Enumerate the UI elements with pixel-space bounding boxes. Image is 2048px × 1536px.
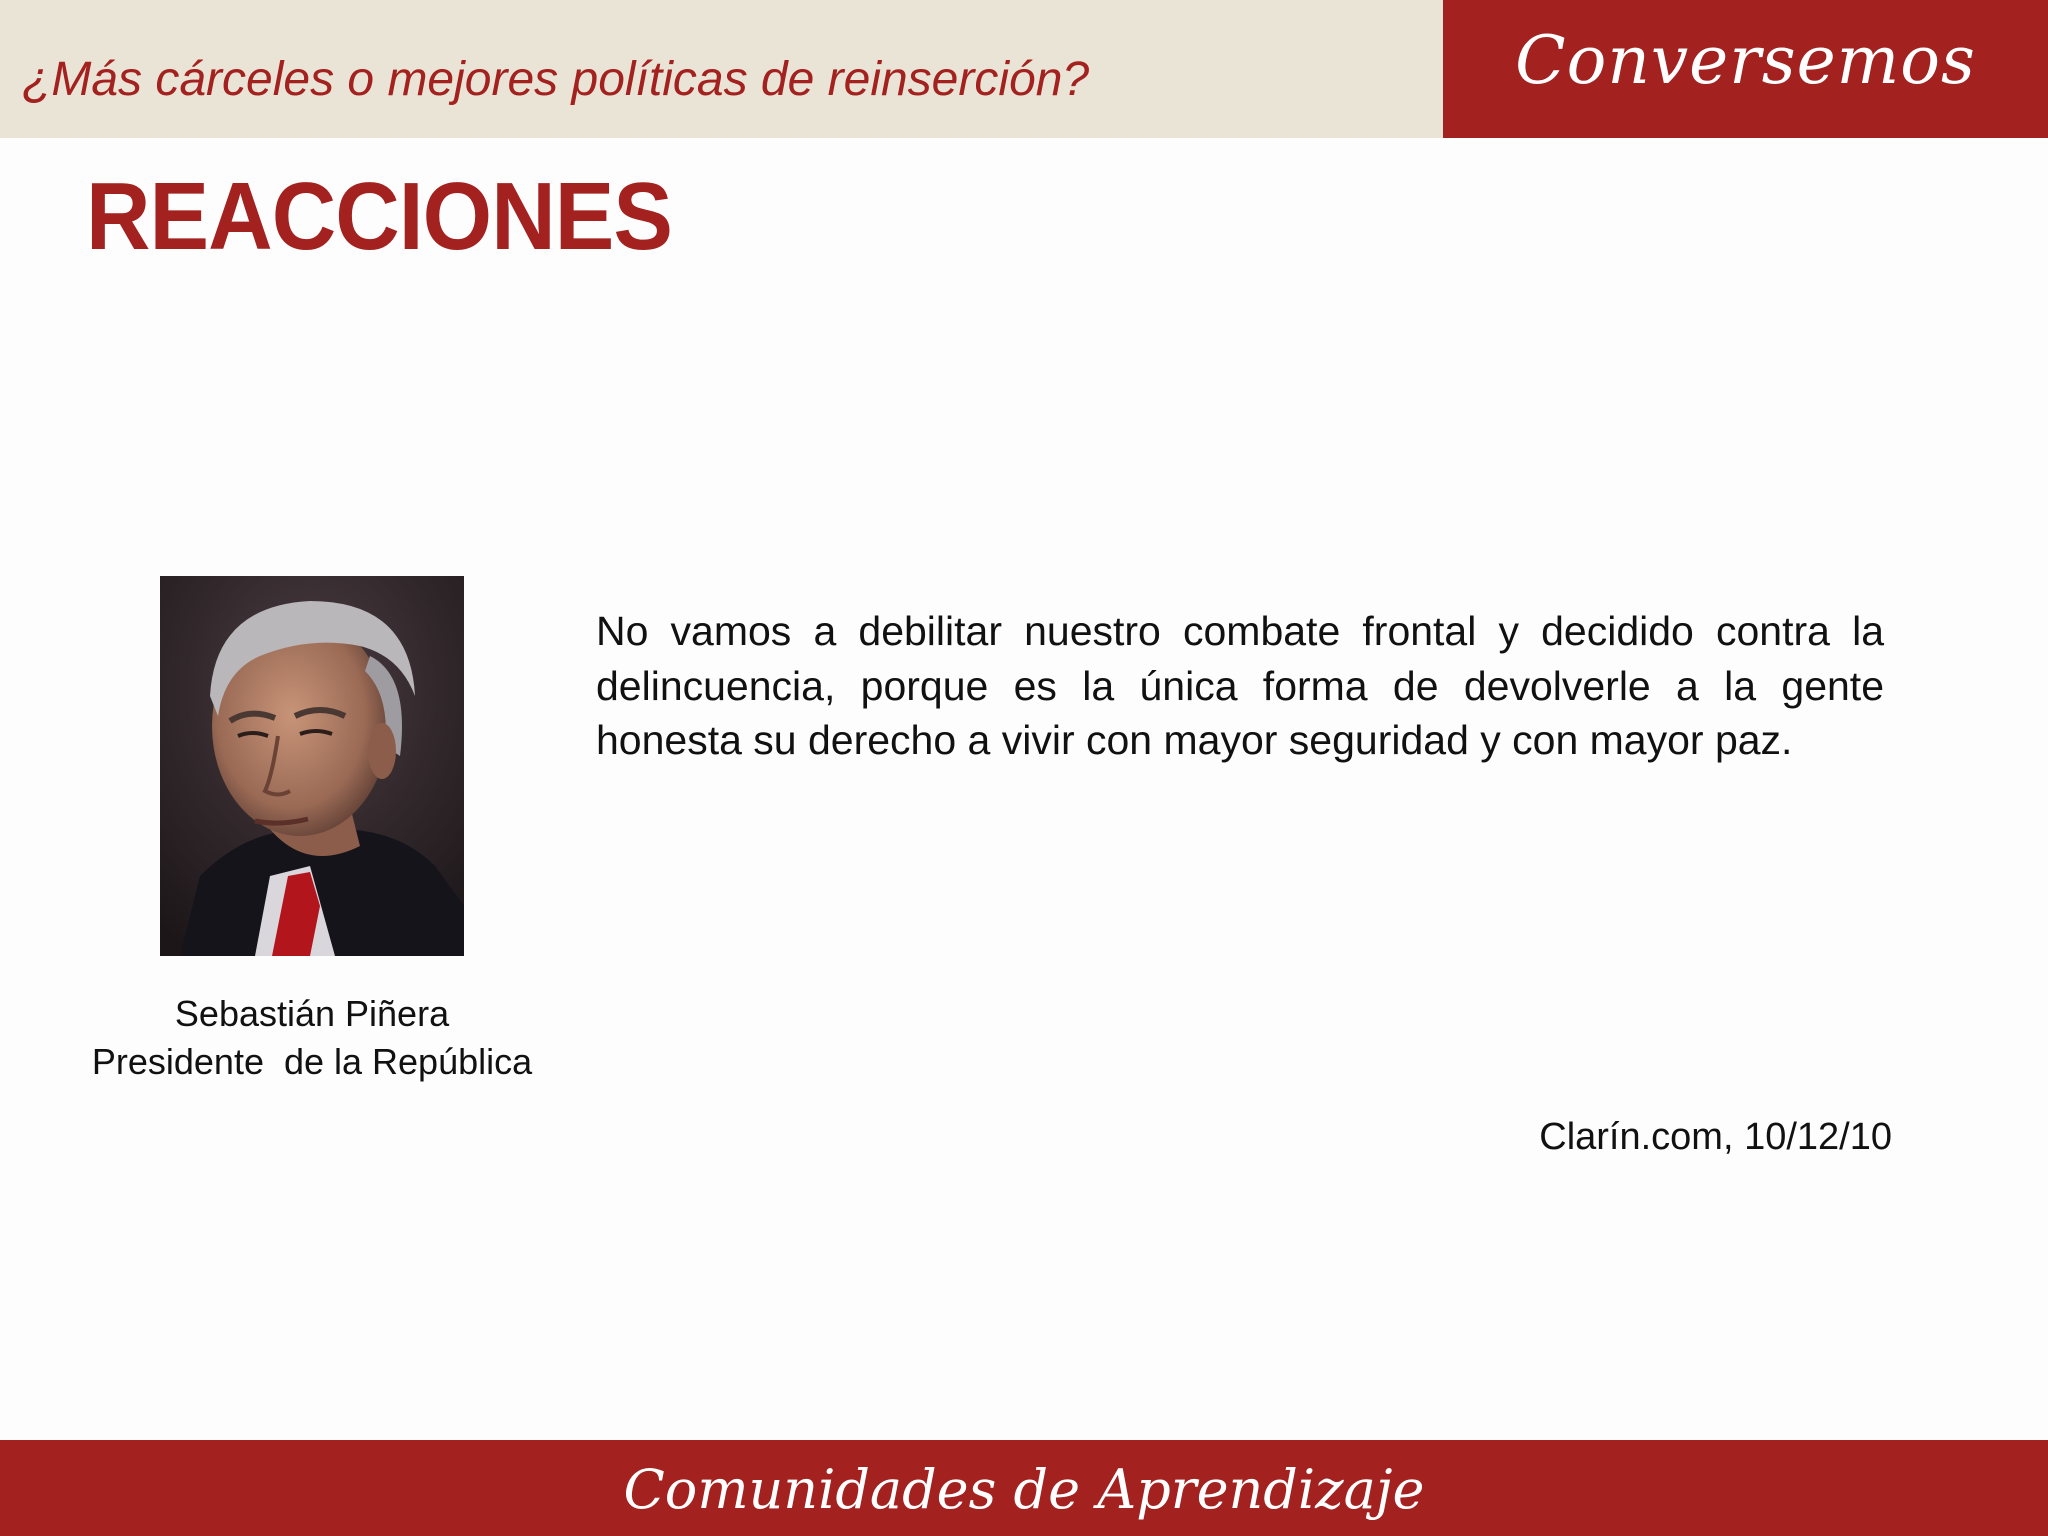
portrait-caption: [40, 990, 584, 1086]
portrait-illustration: [160, 576, 464, 956]
portrait-photo: [160, 576, 464, 956]
quote-source: Clarín.com, 10/12/10: [1539, 1116, 1892, 1158]
caption-name: Sebastián Piñera: [174, 993, 450, 1034]
page-title: REACCIONES: [86, 163, 672, 270]
quote-text: No vamos a debilitar nuestro combate frontal y decidido contra la delincuencia, porque es la única forma de devolverle a la gente honesta su derecho a vivir con mayor seguridad y con mayor paz.: [596, 608, 1884, 763]
header-band: [0, 0, 1443, 138]
footer-text: Comunidades de Aprendizaje: [623, 1458, 1425, 1521]
header-brand-panel: [1443, 0, 2048, 138]
footer-band: [0, 1440, 2048, 1536]
header-brand: Conversemos: [1515, 22, 1976, 99]
header-question: ¿Más cárceles o mejores políticas de reinserción?: [22, 53, 1090, 106]
caption-role: Presidente de la República: [91, 1041, 533, 1082]
